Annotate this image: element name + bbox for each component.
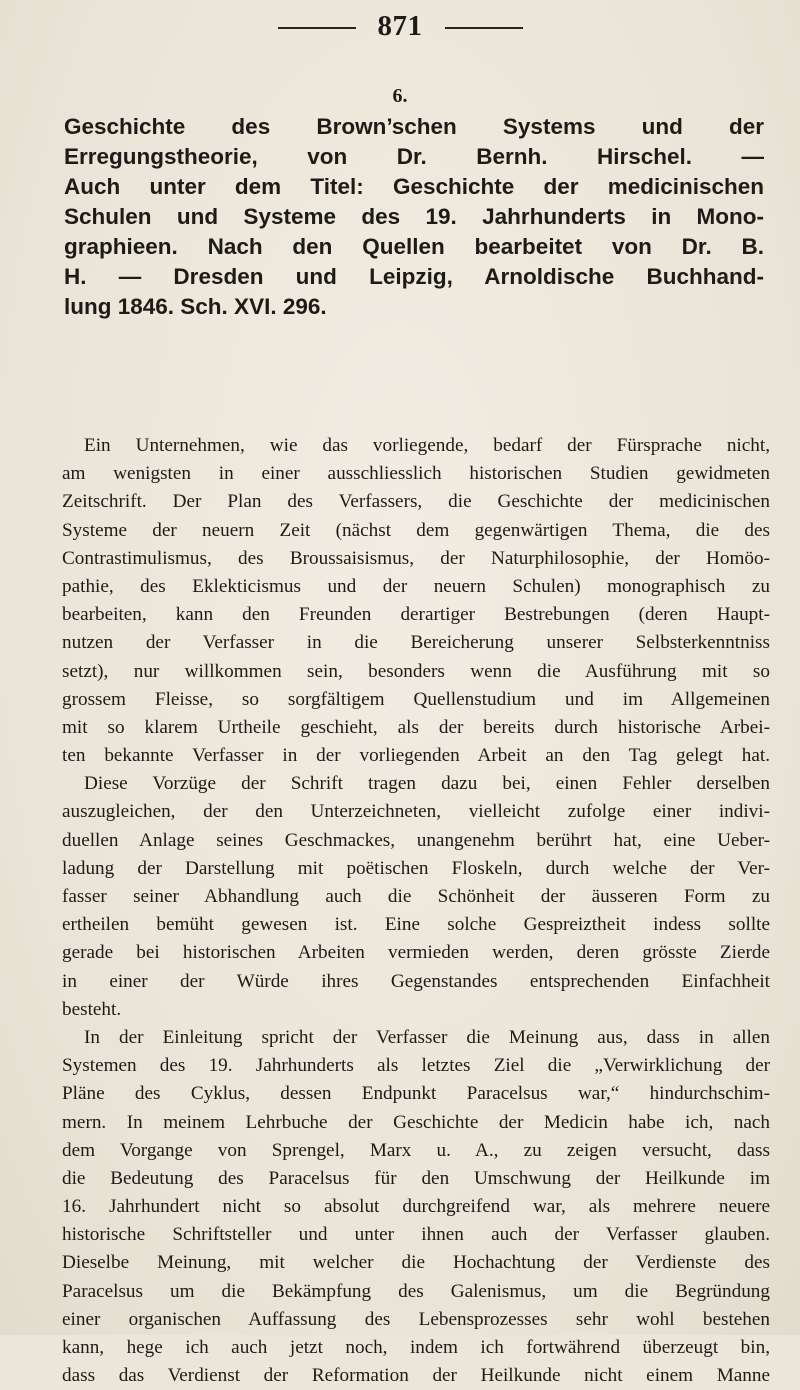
heading-line: Geschichte des Brown’schen Systems und der [64, 114, 764, 139]
text-line: ten bekannte Verfasser in der vorliegenden Arbeit an den Tag gelegt hat. [62, 745, 770, 767]
review-text [62, 432, 770, 1390]
heading-line: H. — Dresden und Leipzig, Arnoldische Buchhand- [64, 264, 764, 289]
text-line: Ein Unternehmen, wie das vorliegende, bedarf der Fürsprache nicht, [84, 435, 770, 456]
text-line: duellen Anlage seines Geschmackes, unangenehm berührt hat, eine Ueber- [62, 829, 770, 851]
text-line: bearbeiten, kann den Freunden derartiger Bestrebungen (deren Haupt- [62, 604, 770, 626]
text-line: gerade bei historischen Arbeiten vermieden werden, deren grösste Zierde [62, 942, 770, 964]
text-line: setzt), nur willkommen sein, besonders wenn die Ausführung mit so [62, 660, 770, 682]
text-line: nutzen der Verfasser in die Bereicherung unserer Selbsterkenntniss [62, 632, 770, 654]
text-line: in einer der Würde ihres Gegenstandes entsprechenden Einfachheit [62, 970, 770, 992]
text-line: ladung der Darstellung mit poëtischen Floskeln, durch welche der Ver- [62, 857, 770, 879]
text-line: kann, hege ich auch jetzt noch, indem ich fortwährend überzeugt bin, [62, 1337, 770, 1358]
text-line: historische Schriftsteller und unter ihnen auch der Verfasser glauben. [62, 1224, 770, 1246]
heading-line: Auch unter dem Titel: Geschichte der medicinischen [64, 174, 764, 199]
text-line: Pläne des Cyklus, dessen Endpunkt Paracelsus war,“ hindurchschim- [62, 1083, 770, 1105]
text-line: grossem Fleisse, so sorgfältigem Quellenstudium und im Allgemeinen [62, 688, 770, 710]
text-line: mit so klarem Urtheile geschieht, als der bereits durch historische Arbei- [62, 716, 770, 738]
text-line: Contrastimulismus, des Broussaisismus, der Naturphilosophie, der Homöo- [62, 547, 770, 569]
heading-line: Erregungstheorie, von Dr. Bernh. Hirschel. — [64, 144, 764, 169]
text-line: pathie, des Eklekticismus und der neuern Schulen) monographisch zu [62, 575, 770, 597]
heading-line: Schulen und Systeme des 19. Jahrhunderts in Mono- [64, 204, 764, 229]
text-line: dass das Verdienst der Reformation der Heilkunde nicht einem Manne [62, 1365, 770, 1387]
text-line: Paracelsus um die Bekämpfung des Galenismus, um die Begründung [62, 1280, 770, 1302]
text-line: fasser seiner Abhandlung auch die Schönheit der äusseren Form zu [62, 886, 770, 907]
page-header [0, 8, 800, 44]
text-line: dem Vorgange von Sprengel, Marx u. A., zu zeigen versucht, dass [62, 1139, 770, 1161]
text-line: auszugleichen, der den Unterzeichneten, vielleicht zufolge einer indivi- [62, 801, 770, 823]
entry-number: 6. [392, 85, 408, 107]
text-line: die Bedeutung des Paracelsus für den Umschwung der Heilkunde im [62, 1167, 770, 1189]
text-line: Systemen des 19. Jahrhunderts als letztes Ziel die „Verwirklichung der [62, 1055, 770, 1077]
text-line: besteht. [62, 998, 122, 1020]
heading-line: graphieen. Nach den Quellen bearbeitet von Dr. B. [64, 234, 764, 259]
text-line: ertheilen bemüht gewesen ist. Eine solche Gespreiztheit indess sollte [62, 914, 770, 936]
text-line: am wenigsten in einer ausschliesslich historischen Studien gewidmeten [62, 463, 770, 485]
text-line: Diese Vorzüge der Schrift tragen dazu bei, einen Fehler derselben [84, 773, 770, 795]
text-line: einer organischen Auffassung des Lebensprozesses sehr wohl bestehen [62, 1308, 770, 1330]
text-line: Dieselbe Meinung, mit welcher die Hochachtung der Verdienste des [62, 1252, 770, 1274]
entry-heading [64, 112, 764, 322]
text-line: Zeitschrift. Der Plan des Verfassers, die Geschichte der medicinischen [62, 491, 770, 513]
text-line: mern. In meinem Lehrbuche der Geschichte der Medicin habe ich, nach [62, 1111, 770, 1133]
text-line: 16. Jahrhundert nicht so absolut durchgreifend war, als mehrere neuere [62, 1196, 770, 1218]
heading-line: lung 1846. Sch. XVI. 296. [64, 294, 327, 319]
page-number: 871 [377, 9, 423, 42]
text-line: In der Einleitung spricht der Verfasser die Meinung aus, dass in allen [84, 1026, 770, 1048]
text-line: Systeme der neuern Zeit (nächst dem gegenwärtigen Thema, die des [62, 519, 770, 541]
header-rule-right [445, 27, 523, 29]
header-rule-left [278, 27, 356, 29]
